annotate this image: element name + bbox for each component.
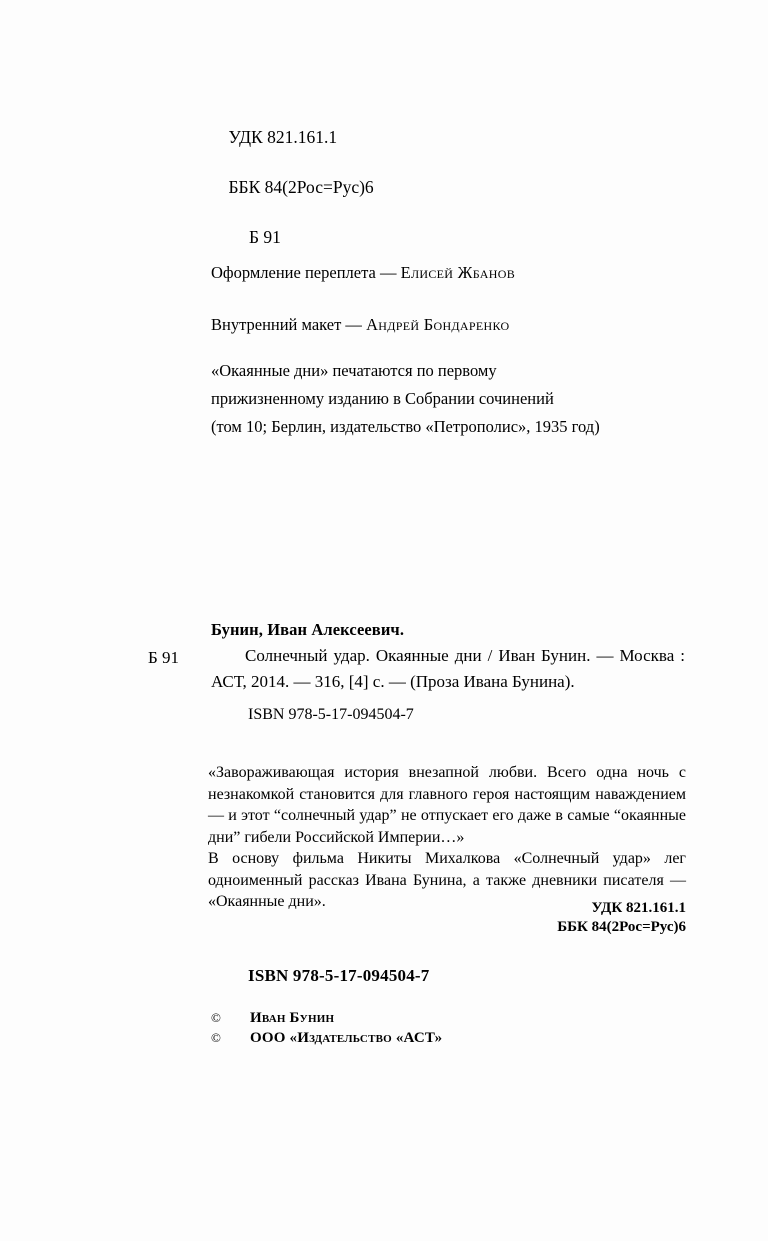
catalog-author: Бунин, Иван Алексеевич. [211, 620, 405, 639]
classification-block-bottom [208, 899, 686, 937]
credit-cover-design-label: Оформление переплета — [211, 263, 401, 282]
credit-layout-design [211, 313, 691, 337]
copyright-row [211, 1008, 442, 1028]
source-note-line-2: прижизненному изданию в Собрании сочинений [211, 389, 554, 408]
catalog-shelf-mark: Б 91 [148, 648, 180, 667]
credit-cover-design [211, 261, 691, 285]
udk-code-bottom: УДК 821.161.1 [591, 900, 686, 916]
copyright-icon: © [211, 1030, 221, 1045]
catalog-description: Солнечный удар. Окаянные дни / Иван Бунин. — Москва : АСТ, 2014. — 316, [4] с. — (Проза Ивана Бунина). [211, 646, 685, 691]
catalog-card [148, 617, 685, 726]
isbn-bottom: ISBN 978-5-17-094504-7 [248, 966, 430, 985]
bbk-code-bottom: ББК 84(2Рос=Рус)6 [557, 919, 686, 935]
copyright-row [211, 1028, 442, 1048]
copyright-icon: © [211, 1010, 221, 1025]
credits-block [211, 261, 691, 337]
bbk-code-top: ББК 84(2Рос=Рус)6 [228, 177, 374, 197]
shelf-mark-top: Б 91 [249, 227, 281, 247]
credit-layout-design-label: Внутренний макет — [211, 315, 367, 334]
annotation-paragraph-2: В основу фильма Никиты Михалкова «Солнечный удар» лег одноименный рассказ Ивана Бунина, а также дневники писателя — «Окаянные дни». [208, 850, 686, 910]
catalog-card-body [211, 617, 685, 726]
annotation-block [208, 762, 686, 913]
credit-layout-design-name: Андрей Бондаренко [366, 315, 510, 334]
credit-cover-design-name: Елисей Жбанов [400, 263, 516, 282]
copyright-holder: ООО «Издательство «АСТ» [250, 1030, 443, 1046]
annotation-paragraph-1: «Завораживающая история внезапной любви. Всего одна ночь с незнакомкой становится для главного героя настоящим наваждением — и этот “солнечный удар” не отпускает его даже в самые “окаянные дни” гибели Российской Империи…» [208, 764, 686, 846]
catalog-isbn: ISBN 978-5-17-094504-7 [248, 706, 414, 723]
copyright-holder: Иван Бунин [250, 1010, 335, 1026]
source-edition-note [211, 357, 691, 441]
udk-code-top: УДК 821.161.1 [228, 127, 338, 147]
source-note-line-3: (том 10; Берлин, издательство «Петрополис», 1935 год) [211, 417, 600, 436]
source-note-line-1: «Окаянные дни» печатаются по первому [211, 361, 497, 380]
copyright-block [211, 1008, 442, 1048]
